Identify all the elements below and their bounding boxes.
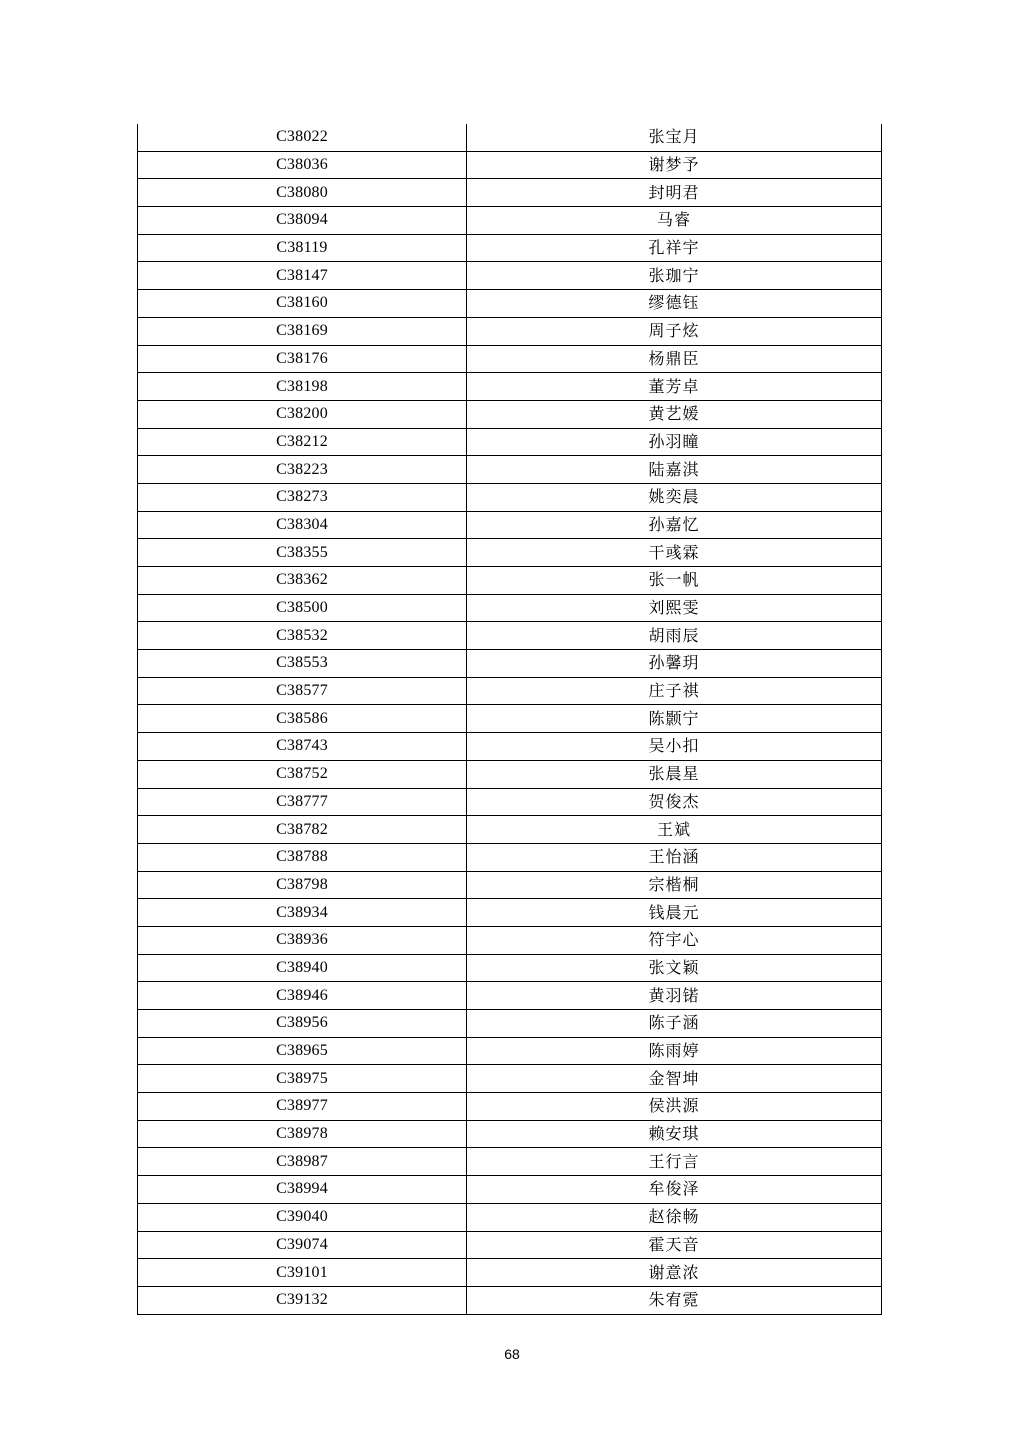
table-row bbox=[138, 456, 882, 484]
candidate-id-cell: C38777 bbox=[138, 788, 467, 816]
candidate-name-cell: 干彧霖 bbox=[467, 539, 882, 567]
candidate-id-cell: C38743 bbox=[138, 733, 467, 761]
candidate-name-cell: 赖安琪 bbox=[467, 1120, 882, 1148]
page-number: 68 bbox=[504, 1346, 520, 1362]
table-row bbox=[138, 151, 882, 179]
table-row bbox=[138, 1010, 882, 1038]
candidate-name-cell: 符宇心 bbox=[467, 926, 882, 954]
candidate-name-cell: 谢梦予 bbox=[467, 151, 882, 179]
table-row bbox=[138, 1120, 882, 1148]
table-row bbox=[138, 899, 882, 927]
candidate-id-cell: C38362 bbox=[138, 567, 467, 595]
candidate-name-cell: 陈子涵 bbox=[467, 1010, 882, 1038]
table-row bbox=[138, 539, 882, 567]
candidate-name-cell: 封明君 bbox=[467, 179, 882, 207]
candidate-name-cell: 王怡涵 bbox=[467, 843, 882, 871]
candidate-id-cell: C38586 bbox=[138, 705, 467, 733]
candidate-name-cell: 庄子祺 bbox=[467, 677, 882, 705]
candidate-name-cell: 谢意浓 bbox=[467, 1259, 882, 1287]
candidate-id-cell: C38304 bbox=[138, 511, 467, 539]
roster-table-body bbox=[138, 124, 882, 1314]
table-row bbox=[138, 290, 882, 318]
candidate-id-cell: C38273 bbox=[138, 483, 467, 511]
table-row bbox=[138, 179, 882, 207]
table-row bbox=[138, 705, 882, 733]
candidate-name-cell: 黄羽锘 bbox=[467, 982, 882, 1010]
table-row bbox=[138, 871, 882, 899]
candidate-id-cell: C38965 bbox=[138, 1037, 467, 1065]
candidate-name-cell: 姚奕晨 bbox=[467, 483, 882, 511]
candidate-name-cell: 孔祥宇 bbox=[467, 234, 882, 262]
candidate-name-cell: 钱晨元 bbox=[467, 899, 882, 927]
table-row bbox=[138, 982, 882, 1010]
candidate-id-cell: C38094 bbox=[138, 207, 467, 235]
table-row bbox=[138, 317, 882, 345]
table-row bbox=[138, 428, 882, 456]
table-row bbox=[138, 483, 882, 511]
candidate-name-cell: 牟俊泽 bbox=[467, 1176, 882, 1204]
candidate-name-cell: 陆嘉淇 bbox=[467, 456, 882, 484]
table-row bbox=[138, 926, 882, 954]
table-row bbox=[138, 622, 882, 650]
table-row bbox=[138, 124, 882, 151]
candidate-name-cell: 陈雨婷 bbox=[467, 1037, 882, 1065]
table-row bbox=[138, 1093, 882, 1121]
table-row bbox=[138, 1176, 882, 1204]
candidate-id-cell: C38940 bbox=[138, 954, 467, 982]
candidate-id-cell: C38553 bbox=[138, 650, 467, 678]
candidate-id-cell: C38994 bbox=[138, 1176, 467, 1204]
candidate-id-cell: C38532 bbox=[138, 622, 467, 650]
table-row bbox=[138, 1231, 882, 1259]
candidate-id-cell: C38036 bbox=[138, 151, 467, 179]
candidate-id-cell: C38198 bbox=[138, 373, 467, 401]
table-row bbox=[138, 1065, 882, 1093]
candidate-name-cell: 吴小扣 bbox=[467, 733, 882, 761]
candidate-id-cell: C38987 bbox=[138, 1148, 467, 1176]
candidate-id-cell: C38946 bbox=[138, 982, 467, 1010]
candidate-id-cell: C38176 bbox=[138, 345, 467, 373]
table-row bbox=[138, 400, 882, 428]
candidate-name-cell: 张晨星 bbox=[467, 760, 882, 788]
table-row bbox=[138, 677, 882, 705]
candidate-id-cell: C38782 bbox=[138, 816, 467, 844]
candidate-name-cell: 霍天音 bbox=[467, 1231, 882, 1259]
candidate-name-cell: 马睿 bbox=[467, 207, 882, 235]
candidate-name-cell: 张宝月 bbox=[467, 124, 882, 151]
candidate-id-cell: C38147 bbox=[138, 262, 467, 290]
candidate-id-cell: C38788 bbox=[138, 843, 467, 871]
table-row bbox=[138, 234, 882, 262]
candidate-id-cell: C38212 bbox=[138, 428, 467, 456]
candidate-id-cell: C38022 bbox=[138, 124, 467, 151]
table-row bbox=[138, 345, 882, 373]
table-row bbox=[138, 1259, 882, 1287]
candidate-id-cell: C38169 bbox=[138, 317, 467, 345]
candidate-id-cell: C38223 bbox=[138, 456, 467, 484]
table-row bbox=[138, 567, 882, 595]
candidate-id-cell: C38080 bbox=[138, 179, 467, 207]
candidate-name-cell: 金智坤 bbox=[467, 1065, 882, 1093]
candidate-name-cell: 张珈宁 bbox=[467, 262, 882, 290]
table-row bbox=[138, 954, 882, 982]
candidate-name-cell: 胡雨辰 bbox=[467, 622, 882, 650]
candidate-name-cell: 王斌 bbox=[467, 816, 882, 844]
candidate-name-cell: 杨鼎臣 bbox=[467, 345, 882, 373]
candidate-name-cell: 宗楷桐 bbox=[467, 871, 882, 899]
candidate-id-cell: C38752 bbox=[138, 760, 467, 788]
candidate-name-cell: 侯洪源 bbox=[467, 1093, 882, 1121]
candidate-id-cell: C38956 bbox=[138, 1010, 467, 1038]
table-row bbox=[138, 760, 882, 788]
candidate-id-cell: C38798 bbox=[138, 871, 467, 899]
candidate-name-cell: 王行言 bbox=[467, 1148, 882, 1176]
candidate-id-cell: C38978 bbox=[138, 1120, 467, 1148]
candidate-name-cell: 刘熙雯 bbox=[467, 594, 882, 622]
table-row bbox=[138, 650, 882, 678]
candidate-id-cell: C38119 bbox=[138, 234, 467, 262]
candidate-id-cell: C38934 bbox=[138, 899, 467, 927]
table-row bbox=[138, 373, 882, 401]
table-row bbox=[138, 843, 882, 871]
candidate-name-cell: 赵徐畅 bbox=[467, 1203, 882, 1231]
table-row bbox=[138, 594, 882, 622]
candidate-name-cell: 贺俊杰 bbox=[467, 788, 882, 816]
candidate-id-cell: C38500 bbox=[138, 594, 467, 622]
candidate-id-cell: C39101 bbox=[138, 1259, 467, 1287]
candidate-name-cell: 孙馨玥 bbox=[467, 650, 882, 678]
candidate-name-cell: 陈颢宁 bbox=[467, 705, 882, 733]
candidate-name-cell: 张文颖 bbox=[467, 954, 882, 982]
candidate-name-cell: 张一帆 bbox=[467, 567, 882, 595]
candidate-name-cell: 董芳卓 bbox=[467, 373, 882, 401]
table-row bbox=[138, 1037, 882, 1065]
candidate-id-cell: C38355 bbox=[138, 539, 467, 567]
candidate-id-cell: C39040 bbox=[138, 1203, 467, 1231]
candidate-id-cell: C38160 bbox=[138, 290, 467, 318]
candidate-id-cell: C38577 bbox=[138, 677, 467, 705]
candidate-id-cell: C39132 bbox=[138, 1286, 467, 1314]
table-row bbox=[138, 262, 882, 290]
table-row bbox=[138, 788, 882, 816]
table-row bbox=[138, 1203, 882, 1231]
candidate-name-cell: 缪德钰 bbox=[467, 290, 882, 318]
roster-table bbox=[137, 124, 882, 1315]
table-row bbox=[138, 733, 882, 761]
table-row bbox=[138, 511, 882, 539]
table-row bbox=[138, 1286, 882, 1314]
candidate-id-cell: C38200 bbox=[138, 400, 467, 428]
candidate-id-cell: C39074 bbox=[138, 1231, 467, 1259]
candidate-id-cell: C38977 bbox=[138, 1093, 467, 1121]
candidate-name-cell: 朱宥霓 bbox=[467, 1286, 882, 1314]
candidate-id-cell: C38936 bbox=[138, 926, 467, 954]
candidate-id-cell: C38975 bbox=[138, 1065, 467, 1093]
candidate-name-cell: 周子炫 bbox=[467, 317, 882, 345]
candidate-name-cell: 黄艺媛 bbox=[467, 400, 882, 428]
candidate-name-cell: 孙羽瞳 bbox=[467, 428, 882, 456]
table-row bbox=[138, 816, 882, 844]
table-row bbox=[138, 1148, 882, 1176]
candidate-name-cell: 孙嘉忆 bbox=[467, 511, 882, 539]
table-row bbox=[138, 207, 882, 235]
